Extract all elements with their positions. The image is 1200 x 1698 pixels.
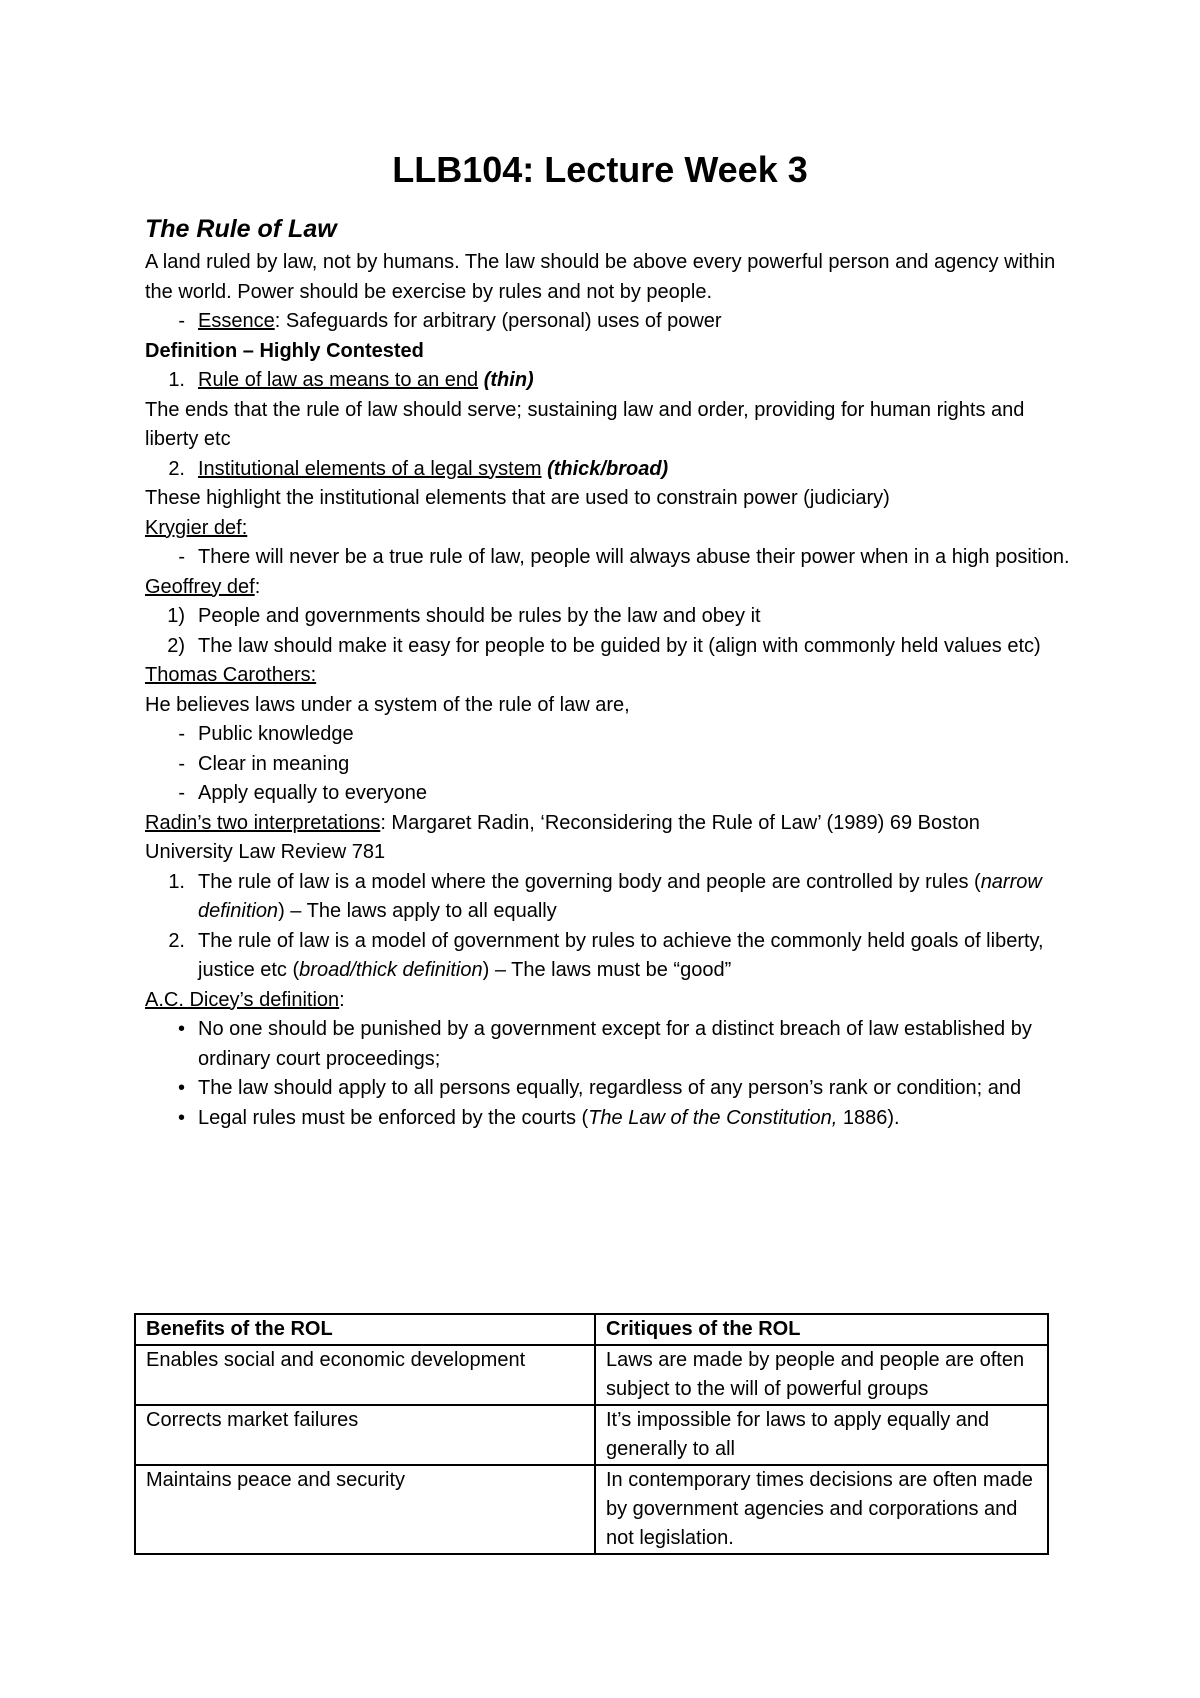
bullet-marker: •	[177, 1106, 185, 1129]
geoffrey-item-text: People and governments should be rules by the law and obey it	[198, 605, 761, 627]
carothers-intro: He believes laws under a system of the rule of law are,	[145, 693, 630, 716]
krygier-label: Krygier def:	[145, 516, 248, 539]
table-cell: Laws are made by people and people are often subject to the will of powerful groups	[595, 1345, 1048, 1405]
radin-item: 1. The rule of law is a model where the governing body and people are controlled by rules (narrow definition) – The laws apply to all equally	[145, 868, 1070, 927]
geoffrey-label: Geoffrey def	[145, 575, 255, 598]
geoffrey-item-text: The law should make it easy for people to be guided by it (align with commonly held values etc)	[198, 634, 1041, 657]
dash-marker: -	[178, 723, 185, 745]
definition-heading: Definition – Highly Contested	[145, 339, 424, 362]
page-title: LLB104: Lecture Week 3	[392, 149, 808, 190]
dicey-item: • No one should be punished by a government except for a distinct breach of law established by ordinary court proceedings;	[145, 1015, 1070, 1074]
table-cell: It’s impossible for laws to apply equally and generally to all	[595, 1405, 1048, 1465]
number-marker: 1)	[167, 605, 185, 627]
definition-2-label: Institutional elements of a legal system	[198, 457, 542, 480]
rol-comparison-table	[134, 1313, 1049, 1555]
document-body	[145, 212, 1070, 1133]
dash-marker: -	[178, 546, 185, 568]
table-cell: In contemporary times decisions are often made by government agencies and corporations and not legislation.	[595, 1465, 1048, 1554]
carothers-item-text: Clear in meaning	[198, 752, 350, 775]
bullet-marker: •	[177, 1077, 185, 1099]
essence-item	[145, 307, 1070, 337]
carothers-item-text: Apply equally to everyone	[198, 782, 428, 804]
carothers-item	[145, 779, 1070, 809]
radin-label: Radin’s two interpretations	[145, 811, 381, 834]
carothers-item-text: Public knowledge	[198, 723, 354, 745]
number-marker: 2.	[168, 929, 185, 952]
number-marker: 2)	[167, 634, 185, 657]
definition-2-text: These highlight the institutional elements that are used to constrain power (judiciary)	[145, 487, 890, 509]
radin-heading	[145, 809, 1070, 868]
table-header-benefits: Benefits of the ROL	[135, 1314, 595, 1345]
dicey-item: • Legal rules must be enforced by the courts (The Law of the Constitution, 1886).	[145, 1104, 1070, 1134]
krygier-item	[145, 543, 1070, 573]
krygier-text: There will never be a true rule of law, people will always abuse their power when in a high position.	[198, 546, 1070, 568]
geoffrey-heading: Geoffrey def:	[145, 575, 261, 598]
section-heading: The Rule of Law	[145, 215, 337, 243]
bullet-marker: •	[177, 1018, 185, 1040]
table-header-critiques: Critiques of the ROL	[595, 1314, 1048, 1345]
definition-1-note: (thin)	[483, 369, 534, 391]
essence-text: : Safeguards for arbitrary (personal) uses of power	[274, 310, 722, 332]
geoffrey-item	[145, 602, 1070, 632]
table-row	[135, 1345, 1048, 1405]
radin-citation: : Margaret Radin, ‘Reconsidering the Rule of Law’ (1989) 69 Boston University Law Review 781	[145, 811, 980, 863]
table-cell: Corrects market failures	[135, 1405, 595, 1465]
table-cell: Enables social and economic development	[135, 1345, 595, 1405]
intro-paragraph: A land ruled by law, not by humans. The law should be above every powerful person and agency within the world. Power should be exercise by rules and not by people.	[145, 251, 1056, 303]
number-marker: 1.	[168, 870, 185, 893]
definition-1-label: Rule of law as means to an end	[198, 369, 479, 391]
table-row	[135, 1405, 1048, 1465]
definition-item-2	[145, 455, 1070, 485]
dash-marker: -	[178, 782, 185, 804]
carothers-item	[145, 720, 1070, 750]
dash-marker: -	[178, 310, 185, 332]
dash-marker: -	[178, 752, 185, 775]
definition-item-1	[145, 366, 1070, 396]
carothers-label: Thomas Carothers:	[145, 664, 317, 686]
definition-1-text: The ends that the rule of law should serve; sustaining law and order, providing for human rights and liberty etc	[145, 398, 1025, 450]
number-marker: 2.	[168, 457, 185, 480]
definition-2-note: (thick/broad)	[547, 457, 669, 480]
essence-label: Essence	[198, 310, 275, 332]
dicey-heading: A.C. Dicey’s definition:	[145, 988, 345, 1011]
table-cell: Maintains peace and security	[135, 1465, 595, 1554]
radin-item: 2. The rule of law is a model of government by rules to achieve the commonly held goals of liberty, justice etc (broad/thick definition) – The laws must be “good”	[145, 927, 1070, 986]
table-row	[135, 1465, 1048, 1554]
dicey-label: A.C. Dicey’s definition	[145, 988, 340, 1011]
carothers-item	[145, 750, 1070, 780]
dicey-item: • The law should apply to all persons equally, regardless of any person’s rank or condition; and	[145, 1074, 1070, 1104]
number-marker: 1.	[168, 369, 185, 391]
geoffrey-item	[145, 632, 1070, 662]
table-header-row	[135, 1314, 1048, 1345]
